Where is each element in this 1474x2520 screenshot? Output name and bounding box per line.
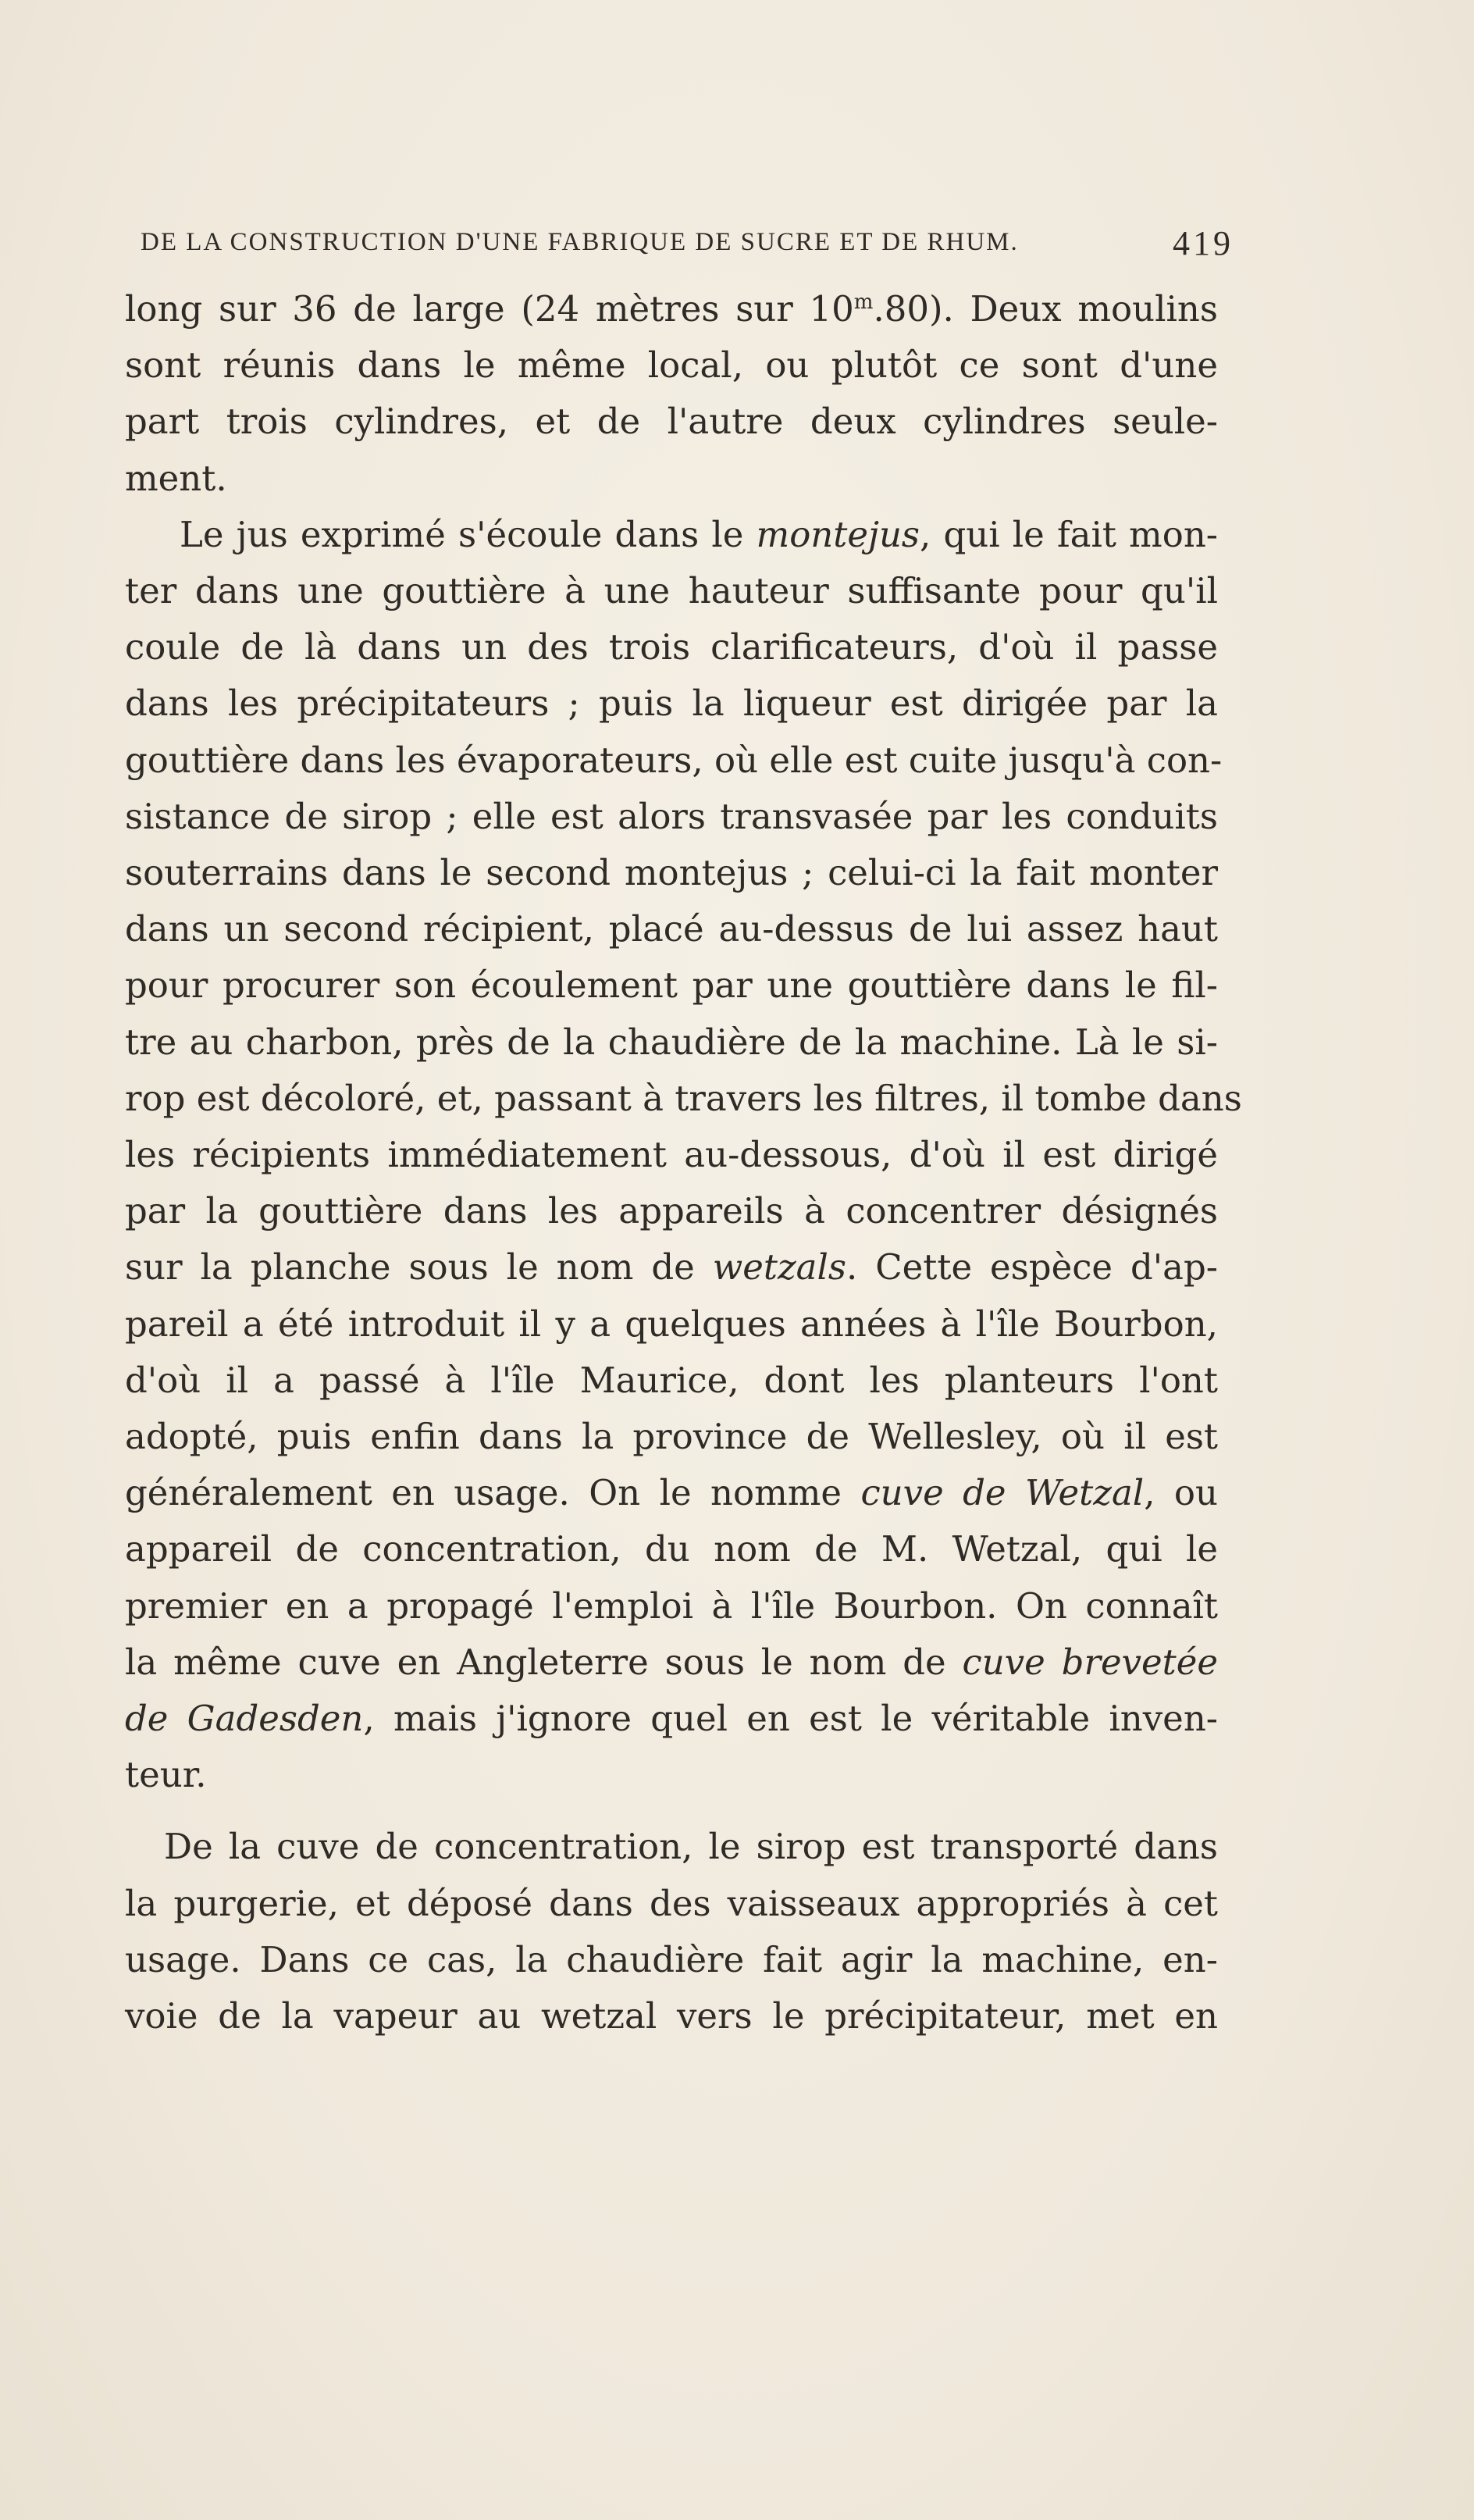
text-segment: dans les précipitateurs ; puis la liqueur est dirigée par la xyxy=(125,683,1218,724)
running-title: DE LA CONSTRUCTION D'UNE FABRIQUE DE SUCRE ET DE RHUM. xyxy=(141,228,1019,256)
text-line xyxy=(125,1353,1218,1409)
text-line xyxy=(125,1932,1218,1988)
text-line xyxy=(125,845,1218,901)
text-segment: souterrains dans le second montejus ; celui-ci la fait monter xyxy=(125,852,1218,893)
italic-text: de Gadesden xyxy=(125,1698,364,1739)
italic-text: cuve brevetée xyxy=(962,1641,1218,1683)
text-line xyxy=(125,789,1218,845)
italic-text: wetzals xyxy=(712,1246,846,1288)
text-line xyxy=(125,281,1218,337)
text-segment: sistance de sirop ; elle est alors transvasée par les conduits xyxy=(125,796,1218,837)
text-segment: , mais j'ignore quel en est le véritable inven- xyxy=(363,1698,1219,1739)
page-number: 419 xyxy=(1173,224,1234,262)
superscript: m xyxy=(853,290,874,314)
text-line xyxy=(180,507,1218,563)
text-line xyxy=(164,1819,1218,1875)
text-line xyxy=(125,1071,1242,1127)
text-segment: la même cuve en Angleterre sous le nom de xyxy=(125,1641,963,1683)
text-line xyxy=(125,732,1223,789)
text-segment: pour procurer son écoulement par une gouttière dans le fil- xyxy=(125,964,1218,1006)
text-segment: , qui le fait mon- xyxy=(920,514,1219,555)
text-line xyxy=(125,1296,1218,1353)
text-segment: De la cuve de concentration, le sirop est transporté dans xyxy=(164,1826,1218,1867)
text-line xyxy=(125,1465,1218,1521)
text-line xyxy=(125,1747,207,1803)
text-line xyxy=(125,337,1218,394)
text-segment: la purgerie, et déposé dans des vaisseaux appropriés à cet xyxy=(125,1883,1218,1924)
text-segment: long sur 36 de large (24 mètres sur 10 xyxy=(125,288,854,330)
italic-text: montejus xyxy=(756,514,920,555)
text-segment: sont réunis dans le même local, ou plutôt ce sont d'une xyxy=(125,344,1218,386)
text-segment: ment. xyxy=(125,458,227,499)
text-segment: rop est décoloré, et, passant à travers les filtres, il tombe dans xyxy=(125,1078,1242,1119)
text-segment: adopté, puis enfin dans la province de Wellesley, où il est xyxy=(125,1416,1218,1457)
text-segment: , ou xyxy=(1144,1472,1218,1513)
text-line xyxy=(125,619,1218,675)
text-line xyxy=(125,675,1218,732)
text-segment: premier en a propagé l'emploi à l'île Bourbon. On connaît xyxy=(125,1585,1218,1627)
text-segment: usage. Dans ce cas, la chaudière fait agir la machine, en- xyxy=(125,1939,1218,1980)
text-line xyxy=(125,1014,1218,1071)
text-line xyxy=(125,1183,1218,1239)
running-header xyxy=(141,224,1234,275)
text-line xyxy=(125,1691,1218,1747)
text-segment: Le jus exprimé s'écoule dans le xyxy=(180,514,757,555)
text-line xyxy=(125,1578,1218,1634)
text-segment: ter dans une gouttière à une hauteur suffisante pour qu'il xyxy=(125,570,1218,611)
text-segment: tre au charbon, près de la chaudière de la machine. Là le si- xyxy=(125,1021,1218,1063)
text-line xyxy=(125,451,227,507)
italic-text: cuve de Wetzal xyxy=(860,1472,1145,1513)
text-line xyxy=(125,1409,1218,1465)
text-line xyxy=(125,563,1218,619)
text-segment: dans un second récipient, placé au-dessus de lui assez haut xyxy=(125,908,1218,950)
text-line xyxy=(125,1521,1218,1577)
text-line xyxy=(125,394,1218,450)
text-line xyxy=(125,1239,1218,1296)
text-line xyxy=(125,1127,1218,1183)
text-segment: d'où il a passé à l'île Maurice, dont les planteurs l'ont xyxy=(125,1360,1218,1401)
text-segment: appareil de concentration, du nom de M. Wetzal, qui le xyxy=(125,1528,1218,1570)
text-segment: teur. xyxy=(125,1754,207,1795)
text-segment: voie de la vapeur au wetzal vers le précipitateur, met en xyxy=(125,1995,1218,2037)
text-line xyxy=(125,901,1218,957)
text-line xyxy=(125,1876,1218,1932)
text-segment: sur la planche sous le nom de xyxy=(125,1246,713,1288)
text-segment: pareil a été introduit il y a quelques années à l'île Bourbon, xyxy=(125,1303,1218,1345)
text-line xyxy=(125,957,1218,1014)
text-segment: les récipients immédiatement au-dessous, d'où il est dirigé xyxy=(125,1134,1218,1175)
text-segment: par la gouttière dans les appareils à concentrer désignés xyxy=(125,1190,1218,1231)
text-segment: .80). Deux moulins xyxy=(873,288,1218,330)
text-line xyxy=(125,1988,1218,2044)
text-segment: coule de là dans un des trois clarificateurs, d'où il passe xyxy=(125,626,1218,668)
text-segment: généralement en usage. On le nomme xyxy=(125,1472,861,1513)
text-segment: gouttière dans les évaporateurs, où elle est cuite jusqu'à con- xyxy=(125,740,1223,781)
text-segment: . Cette espèce d'ap- xyxy=(846,1246,1218,1288)
text-segment: part trois cylindres, et de l'autre deux cylindres seule- xyxy=(125,401,1218,442)
text-line xyxy=(125,1634,1218,1691)
